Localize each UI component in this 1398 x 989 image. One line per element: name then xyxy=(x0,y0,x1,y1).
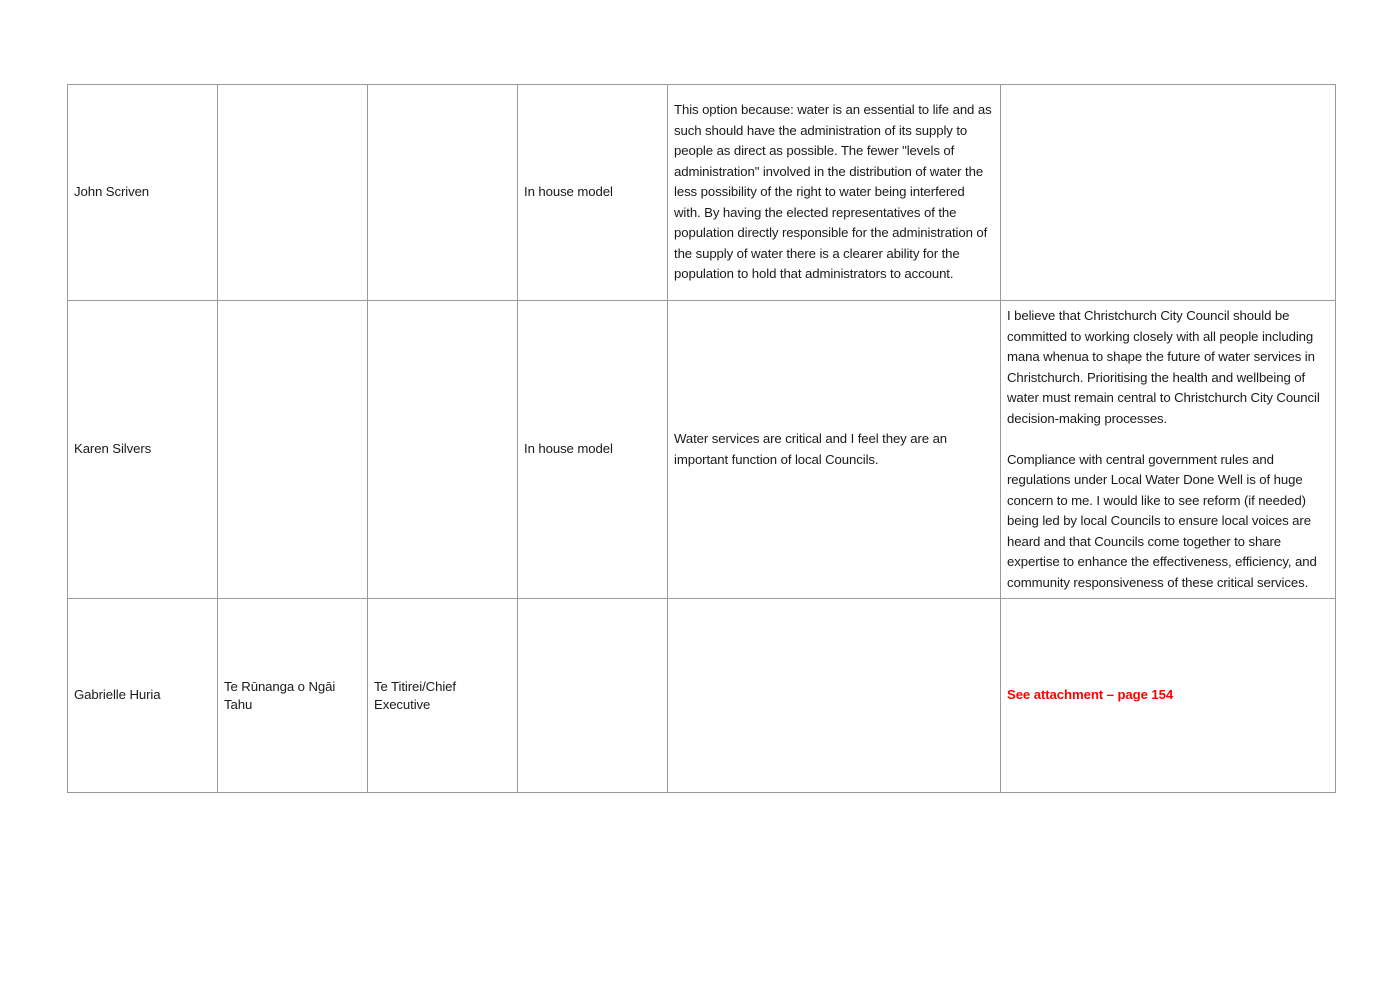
preferred-option-cell xyxy=(518,301,668,599)
comments-cell xyxy=(1001,599,1336,793)
submitter-name-cell xyxy=(68,85,218,301)
reason-text: Water services are critical and I feel they are an important function of local Councils. xyxy=(674,431,948,467)
organisation: Te Rūnanga o Ngāi Tahu xyxy=(224,678,336,712)
reason-text: This option because: water is an essential to life and as such should have the administration of its supply to people as direct as possible. The fewer "levels of administration" involved in the distribution of water the less possibility of the right to water being interfered with. By having the elected representatives of the population directly responsible for the administration of the supply of water there is a clearer ability for the population to hold that administrators to account. xyxy=(674,102,992,282)
table-row xyxy=(68,85,1336,301)
submitter-name-cell xyxy=(68,599,218,793)
organisation-cell xyxy=(218,301,368,599)
preferred-option-cell xyxy=(518,599,668,793)
comments-cell xyxy=(1001,85,1336,301)
submitter-name: John Scriven xyxy=(74,184,150,200)
reason-cell xyxy=(668,85,1001,301)
role: Te Titirei/Chief Executive xyxy=(374,678,456,712)
organisation-cell xyxy=(218,599,368,793)
reason-cell xyxy=(668,599,1001,793)
role-cell xyxy=(368,599,518,793)
comment-paragraph: Compliance with central government rules and regulations under Local Water Done Well is of huge concern to me. I would like to see reform (if needed) being led by local Councils to ensure local voices are heard and that Councils come together to share expertise to enhance the effectiveness, efficiency, and community responsiveness of these critical services. xyxy=(1007,451,1317,590)
submissions-table xyxy=(67,84,1336,793)
role-cell xyxy=(368,85,518,301)
submitter-name-cell xyxy=(68,301,218,599)
submitter-name: Karen Silvers xyxy=(74,441,152,457)
preferred-option: In house model xyxy=(524,441,613,457)
preferred-option: In house model xyxy=(524,184,613,200)
document-page xyxy=(67,84,1335,793)
preferred-option-cell xyxy=(518,85,668,301)
see-attachment-link[interactable]: See attachment – page 154 xyxy=(1007,687,1174,703)
reason-cell xyxy=(668,301,1001,599)
submitter-name: Gabrielle Huria xyxy=(74,687,161,703)
table-row xyxy=(68,301,1336,599)
comment-paragraph: I believe that Christchurch City Council should be committed to working closely with all people including mana whenua to shape the future of water services in Christchurch. Prioritising the health and wellbeing of water must remain central to Christchurch City Council decision-making processes. xyxy=(1007,308,1320,426)
role-cell xyxy=(368,301,518,599)
organisation-cell xyxy=(218,85,368,301)
table-row xyxy=(68,599,1336,793)
comments-cell xyxy=(1001,301,1336,599)
